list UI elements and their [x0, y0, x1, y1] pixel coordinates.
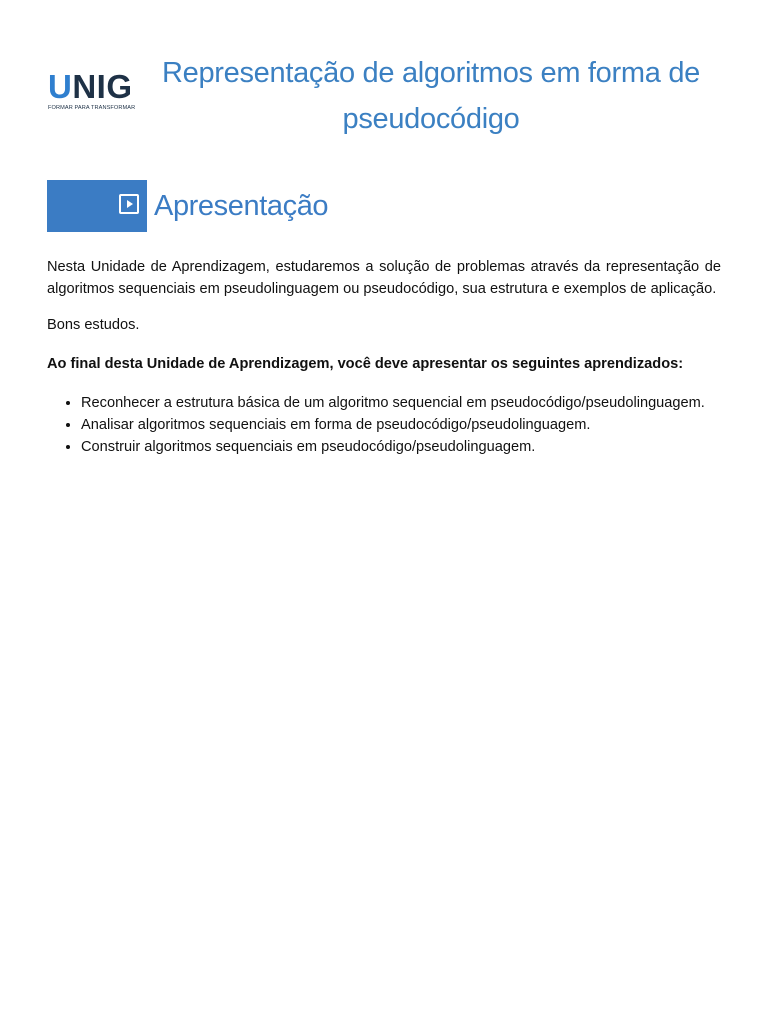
greeting-paragraph: Bons estudos.: [47, 317, 140, 333]
section-title: Apresentação: [154, 189, 329, 222]
logo-wordmark: UNIG: [48, 68, 133, 105]
logo-tagline: FORMAR PARA TRANSFORMAR: [48, 105, 136, 111]
objectives-heading: Ao final desta Unidade de Aprendizagem, você deve apresentar os seguintes aprendizados:: [47, 356, 684, 372]
list-item: • Construir algoritmos sequenciais em pseudocódigo/pseudolinguagem.: [81, 436, 721, 458]
list-item: • Reconhecer a estrutura básica de um algoritmo sequencial em pseudocódigo/pseudolinguagem.: [81, 392, 721, 414]
play-square-icon: [119, 194, 139, 214]
section-content: [47, 256, 721, 458]
objectives-list: [47, 392, 721, 458]
intro-paragraph: Nesta Unidade de Aprendizagem, estudaremos a solução de problemas através da representação de algoritmos sequenciais em pseudolinguagem ou pseudocódigo, sua estrutura e exemplos de aplicação.: [47, 259, 721, 297]
document-title: Representação de algoritmos em forma de pseudocódigo: [162, 57, 700, 135]
section-band: [47, 180, 147, 232]
unig-logo: [48, 68, 144, 111]
section-header: [47, 180, 328, 232]
list-item: • Analisar algoritmos sequenciais em forma de pseudocódigo/pseudolinguagem.: [81, 414, 721, 436]
